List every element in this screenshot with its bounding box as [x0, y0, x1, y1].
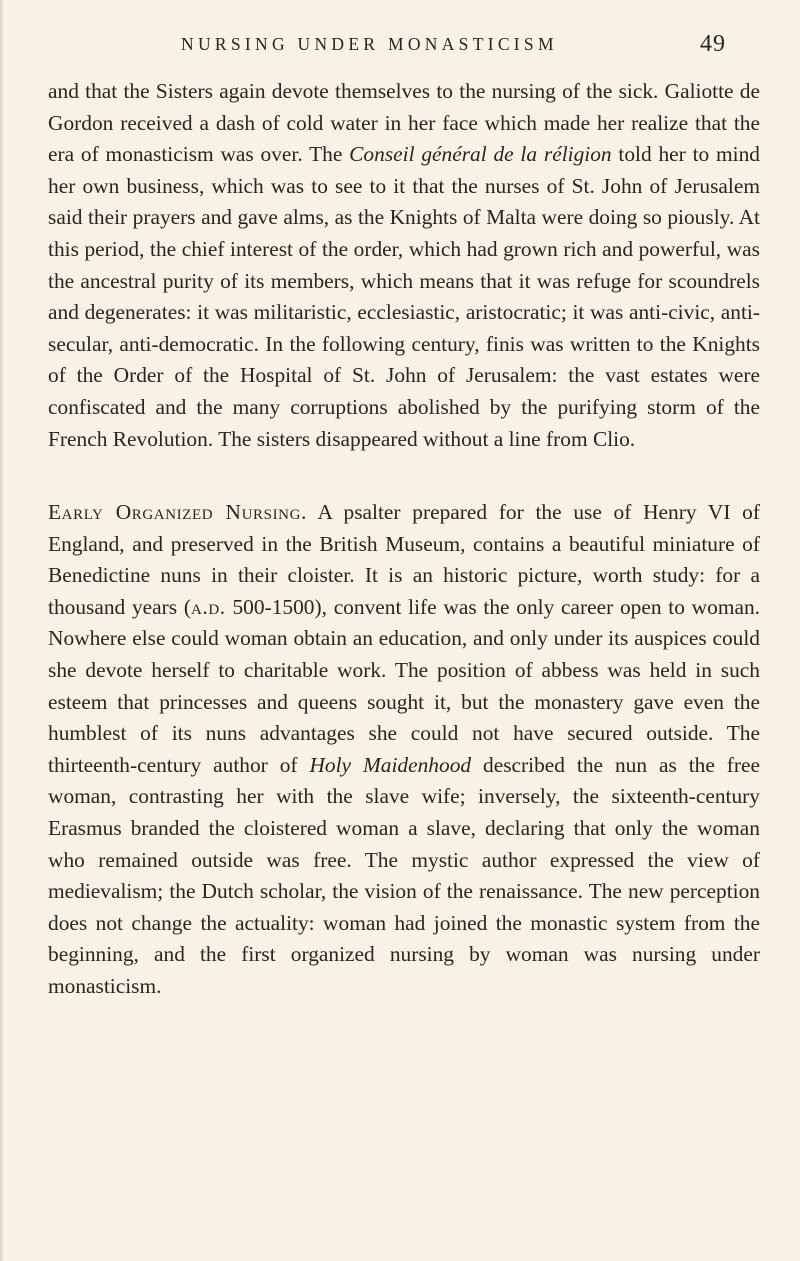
paragraph-2-ad-abbrev: a.d. — [190, 594, 226, 619]
page-number: 49 — [700, 31, 726, 57]
paragraph-2-text-a: A psalter prepared for the use of Henry VI of England, and preserved in the British Museum, contains a beautiful miniature of Benedictine nuns in their cloister. It is an historic picture, worth study: for a thousand years ( — [48, 500, 760, 619]
paragraph-1 — [48, 76, 760, 455]
paragraph-2-text-c: described the nun as the free woman, contrasting her with the slave wife; inversely, the sixteenth-century Erasmus branded the cloistered woman a slave, declaring that only the woman who remained outside was free. The mystic author expressed the view of medievalism; the Dutch scholar, the vision of the renaissance. The new perception does not change the actuality: woman had joined the monastic system from the beginning, and the first organized nursing by woman was nursing under monasticism. — [48, 752, 760, 998]
paragraph-2-text-b: 500-1500), convent life was the only career open to woman. Nowhere else could woman obtain an education, and only under its auspices could she devote herself to charitable work. The position of abbess was held in such esteem that princesses and queens sought it, but the monastery gave even the humblest of its nuns advantages she could not have secured outside. The thirteenth-century author of — [48, 594, 760, 777]
section-heading: Early Organized Nursing. — [48, 500, 307, 524]
paragraph-1-italic-council: Conseil général de la réligion — [349, 142, 612, 167]
page-edge-shadow — [0, 0, 4, 1261]
paragraph-1-text-b: told her to mind her own business, which was to see to it that the nurses of St. John of Jerusalem said their prayers and gave alms, as the Knights of Malta were doing so piously. At this period, the chief interest of the order, which had grown rich and powerful, was the ancestral purity of its members, which means that it was refuge for scoundrels and degenerates: it was militaristic, ecclesiastic, aristocratic; it was anti-civic, anti-secular, anti-democratic. In the following century, finis was written to the Knights of the Order of the Hospital of St. John of Jerusalem: the vast estates were confiscated and the many corruptions abolished by the purifying storm of the French Revolution. The sisters disappeared without a line from Clio. — [48, 142, 760, 451]
paragraph-1-text-a: and that the Sisters again devote themselves to the nursing of the sick. Galiotte de Gordon received a dash of cold water in her face which made her realize that the era of monasticism was over. The — [48, 79, 760, 167]
paragraph-2-italic-book-title: Holy Maidenhood — [309, 752, 472, 777]
running-head: NURSING UNDER MONASTICISM — [181, 34, 558, 54]
paragraph-2 — [48, 497, 760, 1003]
